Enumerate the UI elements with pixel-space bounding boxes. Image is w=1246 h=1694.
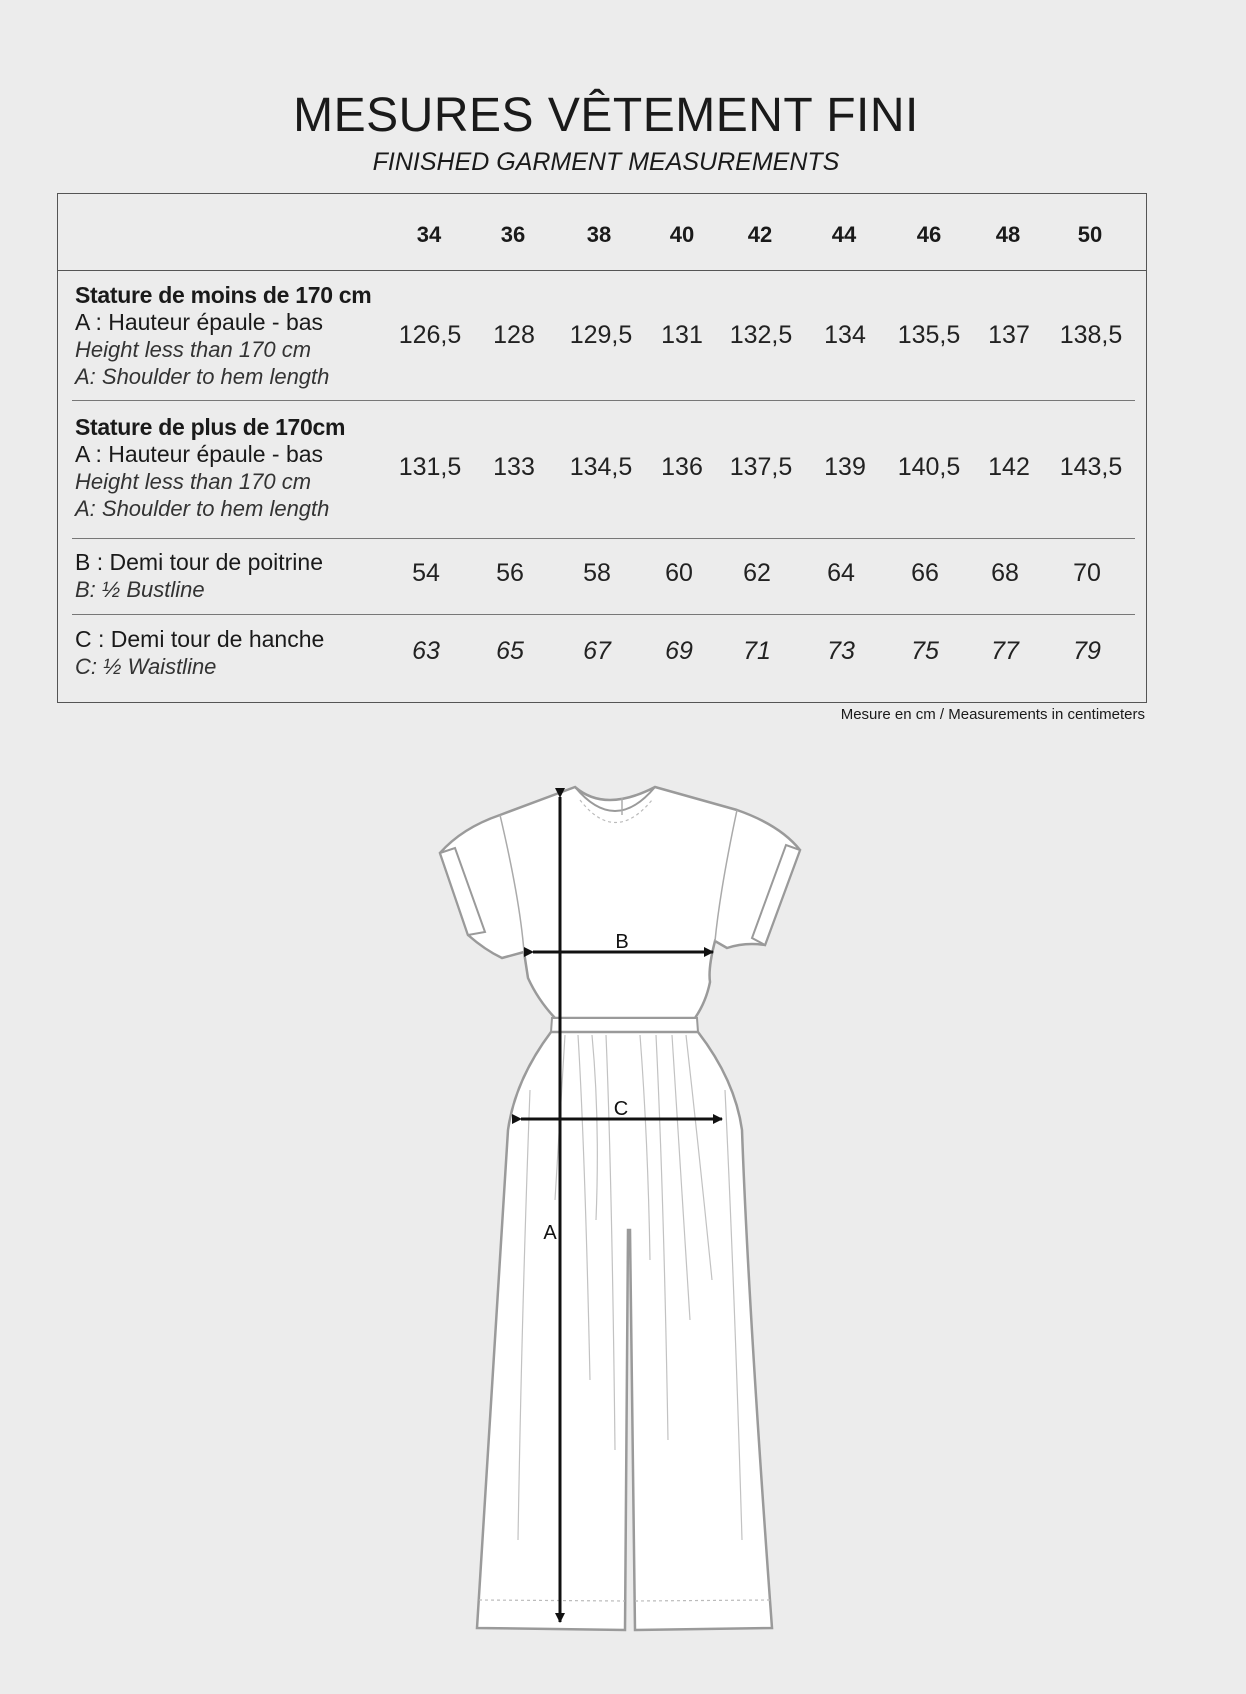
table-cell: 139 (824, 453, 866, 481)
label-b: B (615, 931, 629, 953)
table-cell: 60 (665, 559, 693, 587)
row-fr-label: A : Hauteur épaule - bas (75, 441, 324, 467)
label-c: C (613, 1098, 629, 1120)
table-cell: 142 (988, 453, 1030, 481)
row-fr-label: C : Demi tour de hanche (75, 626, 325, 652)
table-cell: 136 (661, 453, 703, 481)
table-cell: 137 (988, 321, 1030, 349)
table-cell: 63 (412, 637, 440, 665)
row-en-label: A: Shoulder to hem length (75, 496, 330, 521)
table-cell: 68 (991, 559, 1019, 587)
size-header: 40 (669, 222, 695, 247)
table-cell: 62 (743, 559, 771, 587)
table-cell: 131 (661, 321, 703, 349)
row-en-label: A: Shoulder to hem length (75, 364, 330, 389)
row-en-title: Height less than 170 cm (75, 337, 312, 362)
table-cell: 128 (493, 321, 535, 349)
row-en-label: C: ½ Waistline (75, 654, 217, 679)
label-a: A (543, 1222, 557, 1244)
size-header: 42 (747, 222, 773, 247)
table-cell: 138,5 (1059, 321, 1123, 349)
table-cell: 66 (911, 559, 939, 587)
row-fr-label: A : Hauteur épaule - bas (75, 309, 324, 335)
row-en-title: Height less than 170 cm (75, 469, 312, 494)
table-cell: 71 (743, 637, 771, 665)
table-cell: 135,5 (897, 321, 961, 349)
table-cell: 126,5 (398, 321, 462, 349)
row-fr-title: Stature de moins de 170 cm (75, 282, 372, 308)
table-cell: 133 (493, 453, 535, 481)
table-cell: 73 (827, 637, 855, 665)
table-cell: 56 (496, 559, 524, 587)
row-fr-title: Stature de plus de 170cm (75, 414, 346, 440)
size-header: 34 (416, 222, 442, 247)
size-header: 38 (586, 222, 612, 247)
row-en-label: B: ½ Bustline (75, 577, 205, 602)
table-cell: 134,5 (569, 453, 633, 481)
row-fr-label: B : Demi tour de poitrine (75, 549, 324, 575)
size-header: 46 (916, 222, 942, 247)
table-cell: 75 (911, 637, 939, 665)
waistband (551, 1018, 698, 1032)
table-cell: 140,5 (897, 453, 961, 481)
table-cell: 134 (824, 321, 866, 349)
table-cell: 137,5 (729, 453, 793, 481)
table-cell: 131,5 (398, 453, 462, 481)
table-cell: 67 (583, 637, 611, 665)
size-header: 48 (995, 222, 1021, 247)
table-cell: 129,5 (569, 321, 633, 349)
table-cell: 58 (583, 559, 611, 587)
table-cell: 77 (991, 637, 1019, 665)
trousers-outline (477, 1032, 772, 1630)
units-note: Mesure en cm / Measurements in centimeters (840, 706, 1145, 723)
size-header: 50 (1077, 222, 1103, 247)
page-subtitle: FINISHED GARMENT MEASUREMENTS (372, 148, 840, 176)
table-cell: 69 (665, 637, 693, 665)
table-cell: 132,5 (729, 321, 793, 349)
table-cell: 70 (1073, 559, 1101, 587)
table-cell: 65 (496, 637, 524, 665)
table-cell: 54 (412, 559, 440, 587)
table-cell: 64 (827, 559, 855, 587)
page-title: MESURES VÊTEMENT FINI (293, 89, 919, 142)
table-cell: 79 (1073, 637, 1101, 665)
size-header: 36 (500, 222, 526, 247)
size-header: 44 (831, 222, 857, 247)
table-cell: 143,5 (1059, 453, 1123, 481)
